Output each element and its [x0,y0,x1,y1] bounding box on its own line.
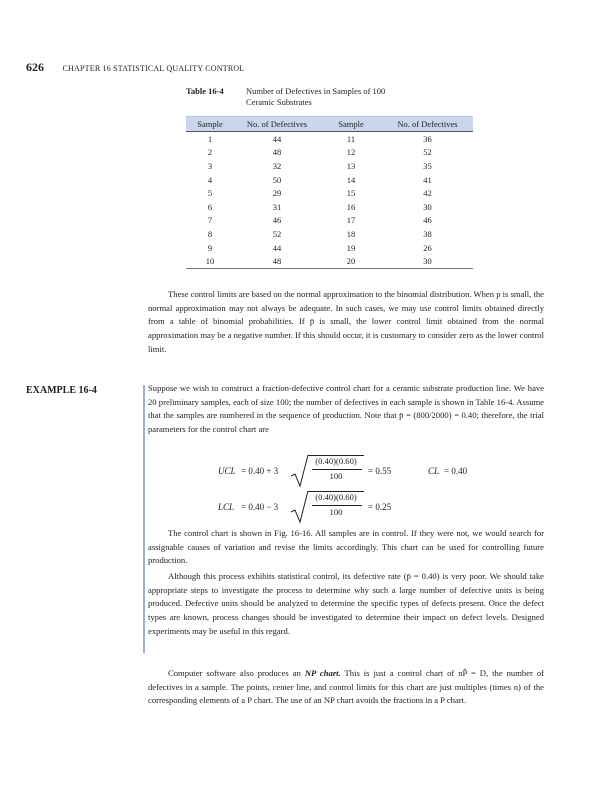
cl-label: CL [428,466,440,476]
column-header: Sample [320,117,382,132]
table-cell: 17 [346,215,356,226]
table-header-row [186,117,473,132]
defectives-table [186,116,473,269]
ucl-numerator: (0.40)(0.60) [315,456,357,466]
lcl-label: LCL [218,502,235,512]
closing-paragraph [148,667,544,708]
ucl-result: = 0.55 [368,466,392,476]
table-cell: 15 [346,188,356,199]
table-cell: 3 [207,160,213,171]
page-number: 626 [26,60,44,74]
example-paragraph-3: Although this process exhibits statistical control, its defective rate (p̄ = 0.40) is very poor. We should take appropriate steps to investigate the process to determine why such a large number of defective units is being produced. Defective units should be analyzed to determine the specific types of defects present. Once the defect types are known, process changes should be investigated to determine their impact on defect levels. Designed experiments may be useful in this regard. [148,571,544,636]
table-row [186,146,473,160]
table-cell: 5 [207,188,213,199]
table-cell: 41 [423,174,432,185]
table-row [186,227,473,241]
ucl-radicand [308,455,364,481]
ucl-label: UCL [218,466,236,476]
column-header: Sample [186,117,234,132]
table-cell: 12 [346,147,356,158]
table-row [186,214,473,228]
table-cell: 32 [272,160,282,171]
table-cell: 10 [186,254,234,268]
table-caption [186,86,385,108]
table-row [186,254,473,268]
lcl-denominator: 100 [329,507,343,517]
page-header [26,60,244,75]
table-cell: 26 [423,242,432,253]
table-cell: 31 [272,201,282,212]
table-cell: 50 [272,174,282,185]
table-cell: 16 [346,201,356,212]
table-cell: 9 [207,242,213,253]
table-cell: 20 [320,254,382,268]
cl-value: = 0.40 [444,466,468,476]
ucl-fraction-bar [312,469,362,470]
table-cell: 18 [346,228,356,239]
table-row [186,173,473,187]
table-row [186,132,473,146]
table-cell: 29 [272,188,282,199]
intro-paragraph: These control limits are based on the normal approximation to the binomial distribution. When p is small, the normal approximation may not always be adequate. In such cases, we may use control limits obtained directly from a table of binomial probabilities. If p̄ is small, the lower control limit obtained from the normal approximation may be a negative number. If this should occur, it is customary to consider zero as the lower control limit. [148,289,544,354]
table-cell: 30 [382,254,473,268]
table-title-line1: Number of Defectives in Samples of 100 [246,86,386,96]
table-row [186,200,473,214]
table-cell: 48 [272,147,282,158]
table-cell: 52 [423,147,432,158]
table-cell: 4 [207,174,213,185]
table-cell: 14 [346,174,356,185]
lcl-radical-icon [290,490,310,524]
table-cell: 36 [423,133,432,144]
table-cell: 13 [346,160,356,171]
closing-text-after: This is just a control chart of nP̂ = D, the number of defectives in a sample. The points, center line, and control limits for this chart are just multiples (times n) of the corresponding elements of a P chart. The use of an NP chart avoids the fractions in a P chart. [148,668,544,706]
table-cell: 19 [346,242,356,253]
example-label: EXAMPLE 16-4 [26,385,97,396]
ucl-base: = 0.40 + 3 [241,466,279,476]
lcl-numerator: (0.40)(0.60) [315,492,357,502]
table-cell: 1 [207,133,213,144]
table-cell: 35 [423,160,432,171]
lcl-radicand [308,491,364,517]
ucl-radical-icon [290,454,310,488]
table-cell: 11 [346,133,356,144]
table-cell: 52 [272,228,282,239]
table-number: Table 16-4 [186,86,224,96]
table-cell: 30 [423,201,432,212]
column-header: No. of Defectives [382,117,473,132]
np-chart-term: NP chart. [304,668,341,678]
table-cell: 44 [272,133,282,144]
column-header: No. of Defectives [234,117,320,132]
lcl-base: = 0.40 − 3 [241,502,279,512]
chapter-title: CHAPTER 16 STATISTICAL QUALITY CONTROL [62,64,245,73]
table-row [186,186,473,200]
table-cell: 8 [207,228,213,239]
lcl-fraction-bar [312,505,362,506]
table-cell: 46 [272,215,282,226]
table-cell: 46 [423,215,432,226]
ucl-denominator: 100 [329,471,343,481]
example-paragraph-1: Suppose we wish to construct a fraction-defective control chart for a ceramic substrate production line. We have 20 preliminary samples, each of size 100; the number of defectives in each sample is shown in Table 16-4. Assume that the samples are numbered in the sequence of production. Note that p̄ = (800/2000) = 0.40; therefore, the trial parameters for the control chart are [148,383,544,435]
table-row [186,159,473,173]
table-cell: 7 [207,215,213,226]
table-cell: 48 [234,254,320,268]
table-cell: 38 [423,228,432,239]
table-cell: 6 [207,201,213,212]
table-cell: 44 [272,242,282,253]
table-title-line2: Ceramic Substrates [246,97,312,107]
table-row [186,241,473,255]
example-paragraph-2: The control chart is shown in Fig. 16-16. All samples are in control. If they were not, we would search for assignable causes of variation and revise the limits accordingly. This chart can be used for controlling future production. [148,528,544,566]
closing-text-before: Computer software also produces an [168,668,305,678]
lcl-result: = 0.25 [368,502,392,512]
table-cell: 2 [207,147,213,158]
example-sidebar-rule [143,385,145,653]
table-cell: 42 [423,188,432,199]
